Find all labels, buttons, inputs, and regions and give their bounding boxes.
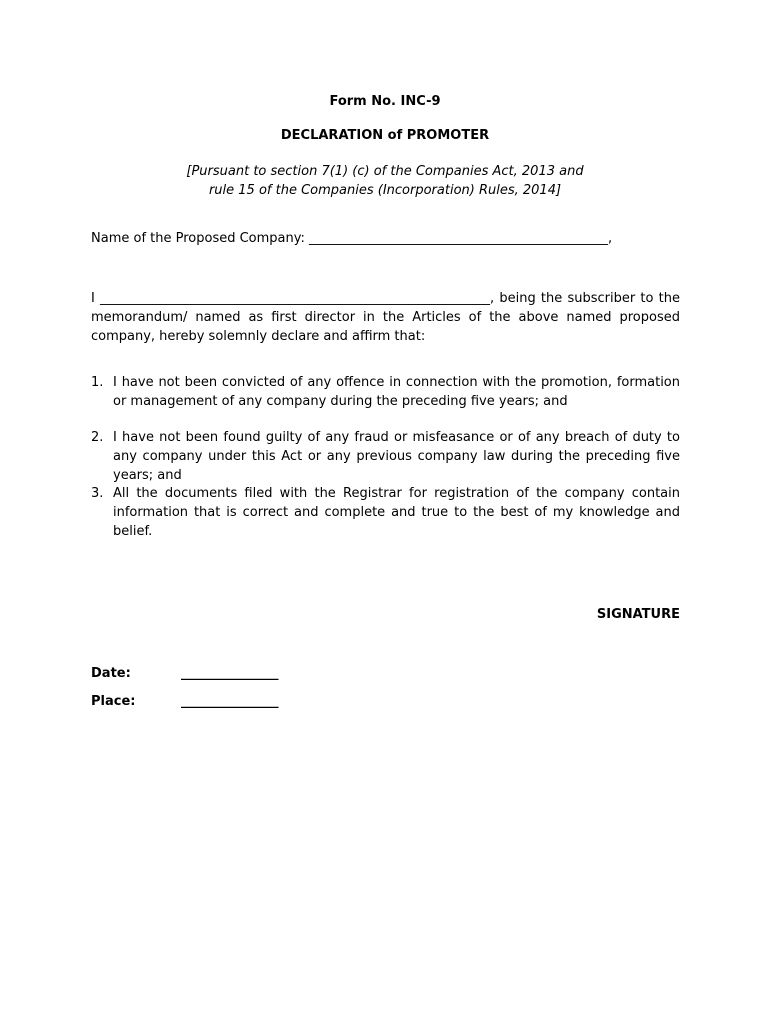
form-number: Form No. INC-9: [329, 94, 441, 109]
date-blank-line: _______________: [181, 666, 279, 681]
declaration-intro: I ____________________________________________________________, being the subscriber to the memorandum/ named as first director in the Articles of the above named proposed company, hereby solemnly declare and affirm that:: [91, 291, 680, 344]
legal-reference: [0, 162, 770, 200]
document-heading: DECLARATION of PROMOTER: [280, 128, 490, 143]
place-label: Place:: [91, 694, 136, 709]
signature-label: SIGNATURE: [596, 607, 680, 622]
list-item-number: 3.: [91, 486, 104, 501]
list-item-text: All the documents filed with the Registrar for registration of the company contain information that is correct and complete and true to the best of my knowledge and belief.: [113, 486, 680, 539]
list-item-text: I have not been convicted of any offence in connection with the promotion, formation or management of any company during the preceding five years; and: [113, 375, 680, 409]
date-label: Date:: [91, 666, 131, 681]
place-blank-line: _______________: [181, 694, 279, 709]
proposed-company-name-field: Name of the Proposed Company: ______________________________________________,: [91, 231, 613, 246]
legal-reference-line-2: rule 15 of the Companies (Incorporation) Rules, 2014]: [208, 183, 562, 198]
list-item-number: 1.: [91, 375, 104, 390]
legal-reference-line-1: [Pursuant to section 7(1) (c) of the Companies Act, 2013 and: [186, 164, 584, 179]
list-item-number: 2.: [91, 430, 104, 445]
list-item-text: I have not been found guilty of any fraud or misfeasance or of any breach of duty to any company under this Act or any previous company law during the preceding five years; and: [113, 430, 680, 483]
